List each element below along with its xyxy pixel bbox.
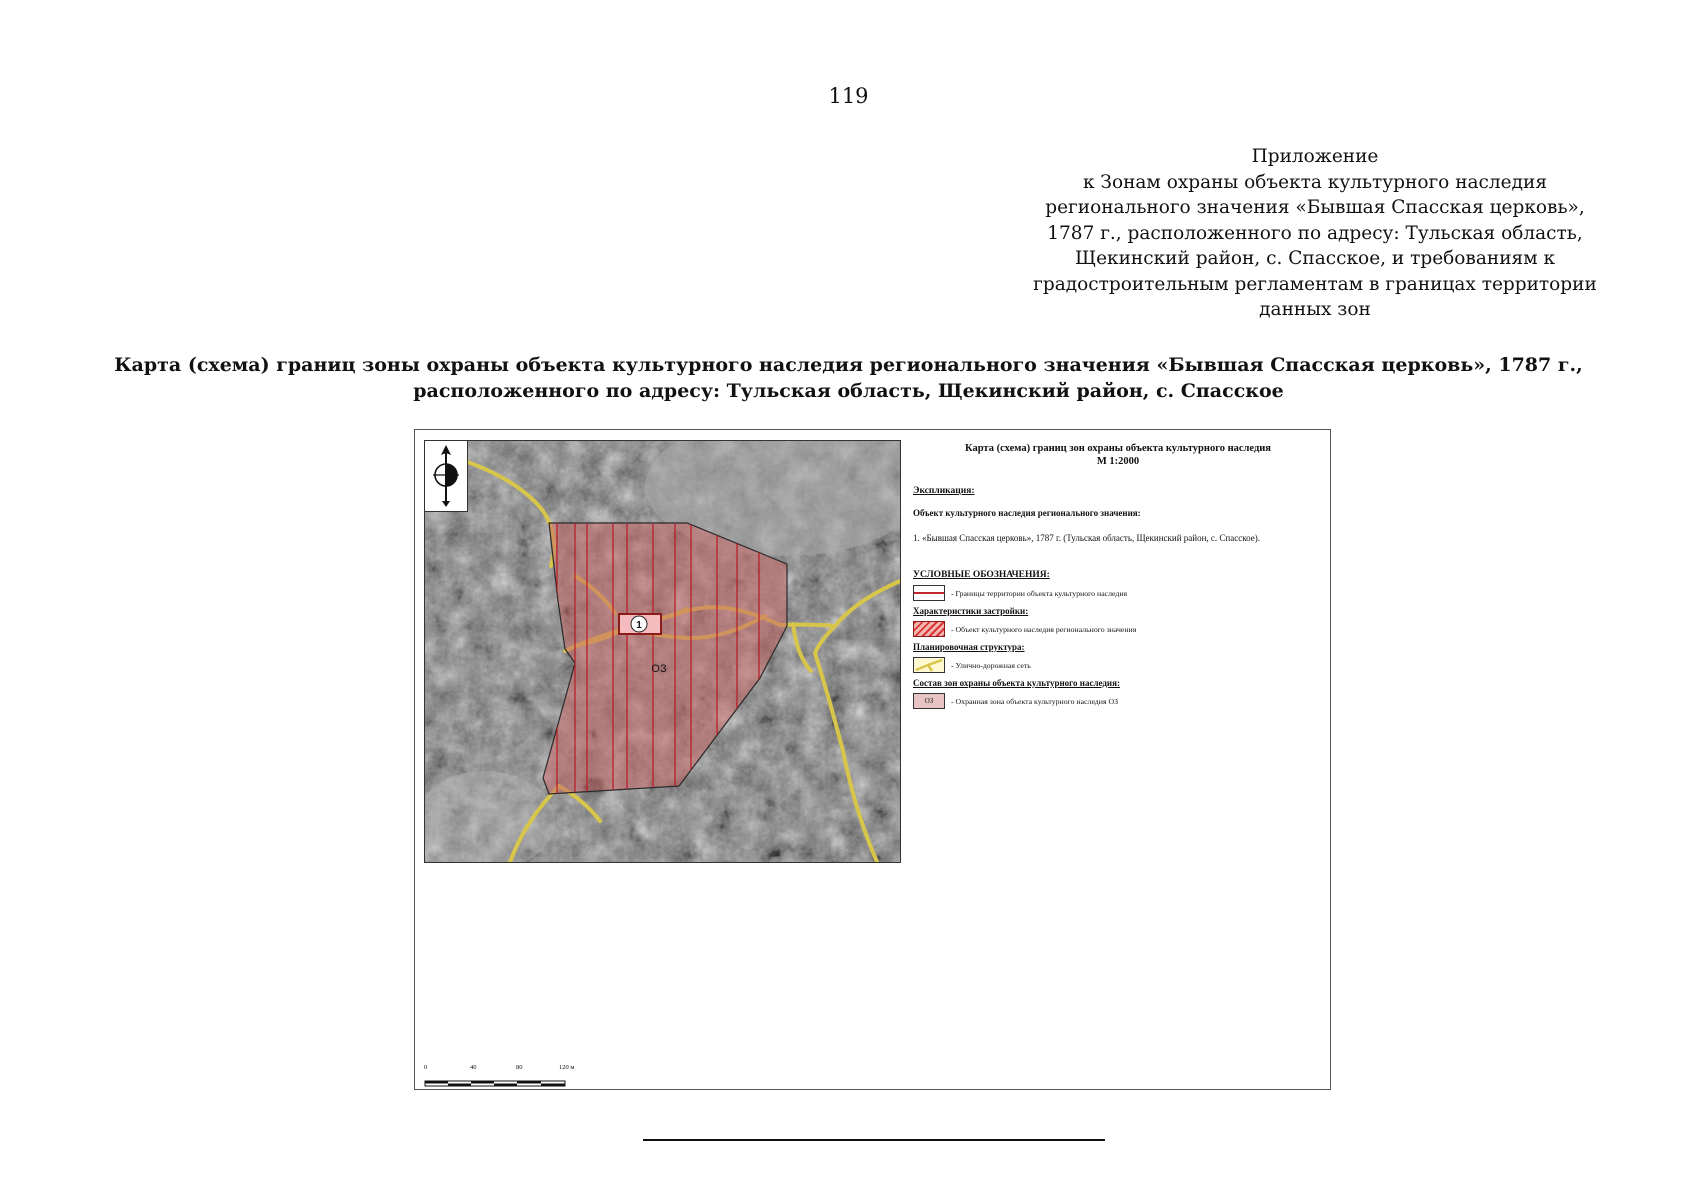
north-arrow [425,441,468,512]
appendix-line: 1787 г., расположенного по адресу: Тульская область, [1047,222,1583,244]
explication-heading: Экспликация: [913,486,975,496]
legend-title [913,442,1323,468]
object-category: Объект культурного наследия регионального значения: [913,508,1141,518]
title-line: Карта (схема) границ зоны охраны объекта культурного наследия регионального значения «Бывшая Спасская церковь», 1787 г., [114,354,1583,376]
satellite-map [425,441,900,862]
appendix-line: к Зонам охраны объекта культурного наследия [1082,171,1548,193]
map-figure [414,429,1331,1090]
appendix-line: Щекинский район, с. Спасское, и требованиям к [1074,248,1556,269]
zone-swatch: ОЗ [913,693,945,709]
legend-boundary-row [913,585,1323,601]
zone-item: - Охранная зона объекта культурного наследия ОЗ [951,696,1119,706]
scale-label: 80 [516,1064,523,1071]
page-number: 119 [828,84,869,108]
scale-label: 0 [424,1064,428,1071]
appendix-header [1030,144,1600,323]
legend-zone-row [913,693,1323,709]
boundary-swatch [913,585,945,601]
compass-icon [425,441,467,511]
heritage-object [619,614,661,634]
planning-heading: Планировочная структура: [913,642,1025,652]
building-heading: Характеристики застройки: [913,606,1029,616]
legend-object-row [913,621,1323,637]
scale-bar [424,1064,584,1086]
zones-heading: Состав зон охраны объекта культурного наследия: [913,678,1120,688]
road-item: - Улично-дорожная сеть [951,660,1031,670]
scale-label: 40 [470,1064,477,1071]
appendix-line: данных зон [1259,299,1371,320]
legend-title-text: Карта (схема) границ зон охраны объекта культурного наследия [965,443,1271,454]
map-scale: М 1:2000 [1096,456,1140,467]
object-swatch [913,621,945,637]
title-line: расположенного по адресу: Тульская область, Щекинский район, с. Спасское [413,380,1284,402]
boundary-item: - Границы территории объекта культурного наследия [951,588,1128,598]
zone-label: ОЗ [651,663,667,675]
legend-road-row [913,657,1323,673]
appendix-line: градостроительным регламентам в границах территории [1033,273,1597,295]
scale-ruler [424,1079,569,1089]
map-legend [913,440,1323,709]
appendix-line: регионального значения «Бывшая Спасская церковь», [1045,197,1585,218]
appendix-line: Приложение [1251,146,1379,167]
document-title [80,352,1617,404]
map-panel [424,440,901,863]
road-swatch [913,657,945,673]
symbols-heading: УСЛОВНЫЕ ОБОЗНАЧЕНИЯ: [913,570,1050,580]
object-item: - Объект культурного наследия регионального значения [951,624,1137,634]
scale-label: 120 м [559,1064,575,1071]
object-entry: 1. «Бывшая Спасская церковь», 1787 г. (Тульская область, Щекинский район, с. Спасское). [913,533,1260,543]
bottom-rule [643,1139,1105,1141]
object-marker: 1 [636,620,642,631]
